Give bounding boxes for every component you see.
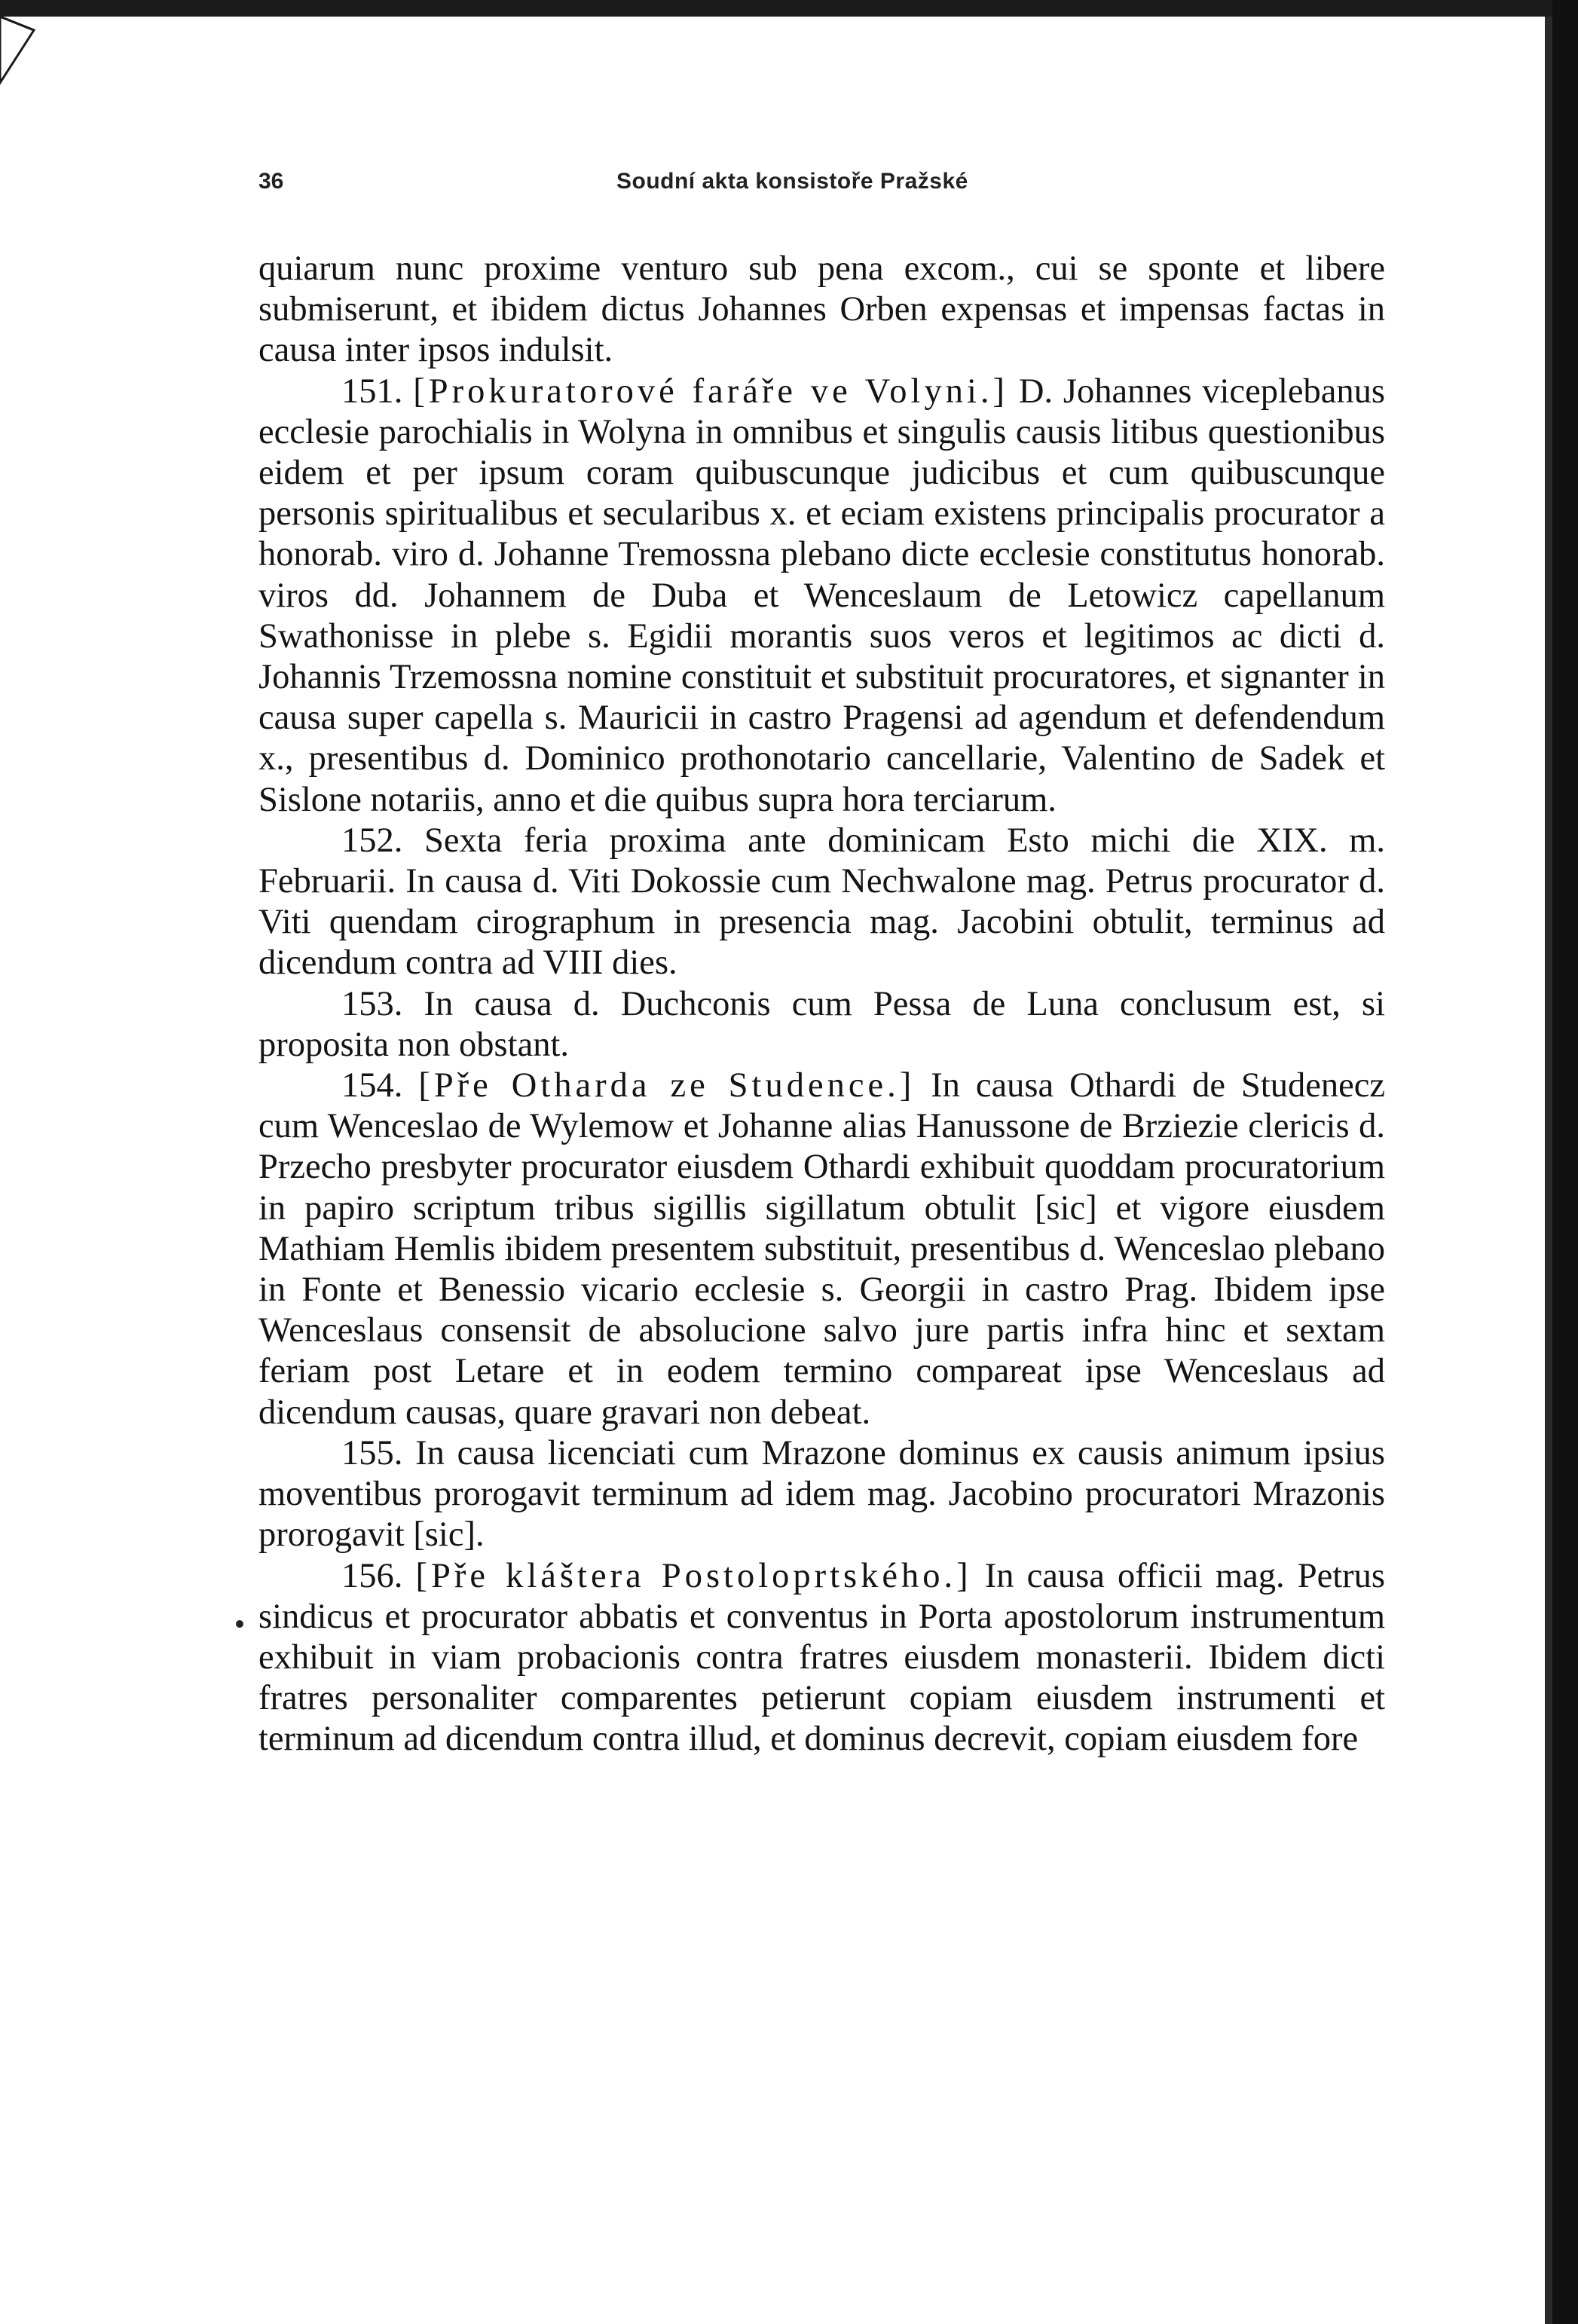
paragraph-155 — [258, 1433, 1385, 1556]
scan-border-right — [1552, 0, 1578, 2324]
entry-number: 151. — [341, 372, 414, 411]
paragraph-body: quiarum nunc proxime venturo sub pena excom., cui se sponte et libere submiserunt, et ibidem dictus Johannes Orben expensas et impensas factas in causa inter ipsos indulsit. — [258, 249, 1385, 370]
paragraph-continuation — [258, 249, 1385, 372]
entry-number: 155. — [341, 1433, 416, 1472]
document-page — [258, 166, 1385, 1760]
page-corner-fold-icon — [0, 0, 98, 98]
running-head — [258, 166, 1385, 203]
paragraph-body: In causa licenciati cum Mrazone dominus ex causis animum ipsius moventibus prorogavit terminum ad idem mag. Jacobino procuratori Mrazonis prorogavit [sic]. — [258, 1433, 1386, 1555]
running-title: Soudní akta konsistoře Pražské — [616, 169, 968, 194]
entry-heading: [Prokuratorové faráře ve Volyni.] — [413, 372, 1009, 411]
page-number: 36 — [258, 169, 284, 194]
paragraph-body: Sexta feria proxima ante dominicam Esto michi die XIX. m. Februarii. In causa d. Viti Dokossie cum Nechwalone mag. Petrus procurator d. Viti quendam cirographum in presencia mag. Jacobini obtulit, terminus ad dicendum contra ad VIII dies. — [258, 821, 1385, 983]
paragraph-body: D. Johannes viceplebanus ecclesie parochialis in Wolyna in omnibus et singulis causis litibus questionibus eidem et per ipsum coram quibuscunque judicibus et cum quibuscunque personis spiritualibus et secularibus x. et eciam existens principalis procurator a honorab. viro d. Johanne Tremossna plebano dicte ecclesie constitutus honorab. viros dd. Johannem de Duba et Wenceslaum de Letowicz capellanum Swathonisse in plebe s. Egidii morantis suos veros et legitimos ac dicti d. Johannis Trzemossna nomine constituit et substituit procuratores, et signanter in causa super capella s. Mauricii in castro Pragensi ad agendum et defendendum x., presentibus d. Dominico prothonotario cancellarie, Valentino de Sadek et Sislone notariis, anno et die quibus supra hora terciarum. — [258, 372, 1386, 819]
paragraph-153 — [258, 984, 1385, 1066]
scan-border-right-inner — [1545, 17, 1552, 2324]
paragraph-151 — [258, 372, 1385, 821]
document-body — [258, 249, 1385, 1760]
paragraph-152 — [258, 821, 1385, 984]
entry-heading: [Pře Otharda ze Studence.] — [418, 1066, 916, 1105]
entry-heading: [Pře kláštera Postoloprtského.] — [415, 1556, 972, 1595]
scan-speck — [236, 1620, 243, 1628]
entry-number: 153. — [341, 984, 424, 1023]
entry-number: 154. — [341, 1066, 419, 1105]
paragraph-154 — [258, 1066, 1385, 1433]
paragraph-body: In causa officii mag. Petrus sindicus et procurator abbatis et conventus in Porta apostolorum instrumentum exhibuit in viam probacionis contra fratres eiusdem monasterii. Ibidem dicti fratres personaliter comparentes petierunt copiam eiusdem instrumenti et terminum ad dicendum contra illud, et dominus decrevit, copiam eiusdem fore — [258, 1556, 1386, 1759]
paragraph-body: In causa Othardi de Studenecz cum Wenceslao de Wylemow et Johanne alias Hanussone de Brziezie clericis d. Przecho presbyter procurator eiusdem Othardi exhibuit quoddam procuratorium in papiro scriptum tribus sigillis sigillatum obtulit [sic] et vigore eiusdem Mathiam Hemlis ibidem presentem substituit, presentibus d. Wenceslao plebano in Fonte et Benessio vicario ecclesie s. Georgii in castro Prag. Ibidem ipse Wenceslaus consensit de absolucione salvo jure partis infra hinc et sextam feriam post Letare et in eodem termino compareat ipse Wenceslaus ad dicendum causas, quare gravari non debeat. — [258, 1066, 1386, 1432]
entry-number: 156. — [341, 1556, 416, 1595]
paragraph-156 — [258, 1556, 1385, 1760]
entry-number: 152. — [341, 821, 424, 860]
scan-border-top — [0, 0, 1578, 17]
paragraph-body: In causa d. Duchconis cum Pessa de Luna conclusum est, si proposita non obstant. — [258, 984, 1386, 1064]
